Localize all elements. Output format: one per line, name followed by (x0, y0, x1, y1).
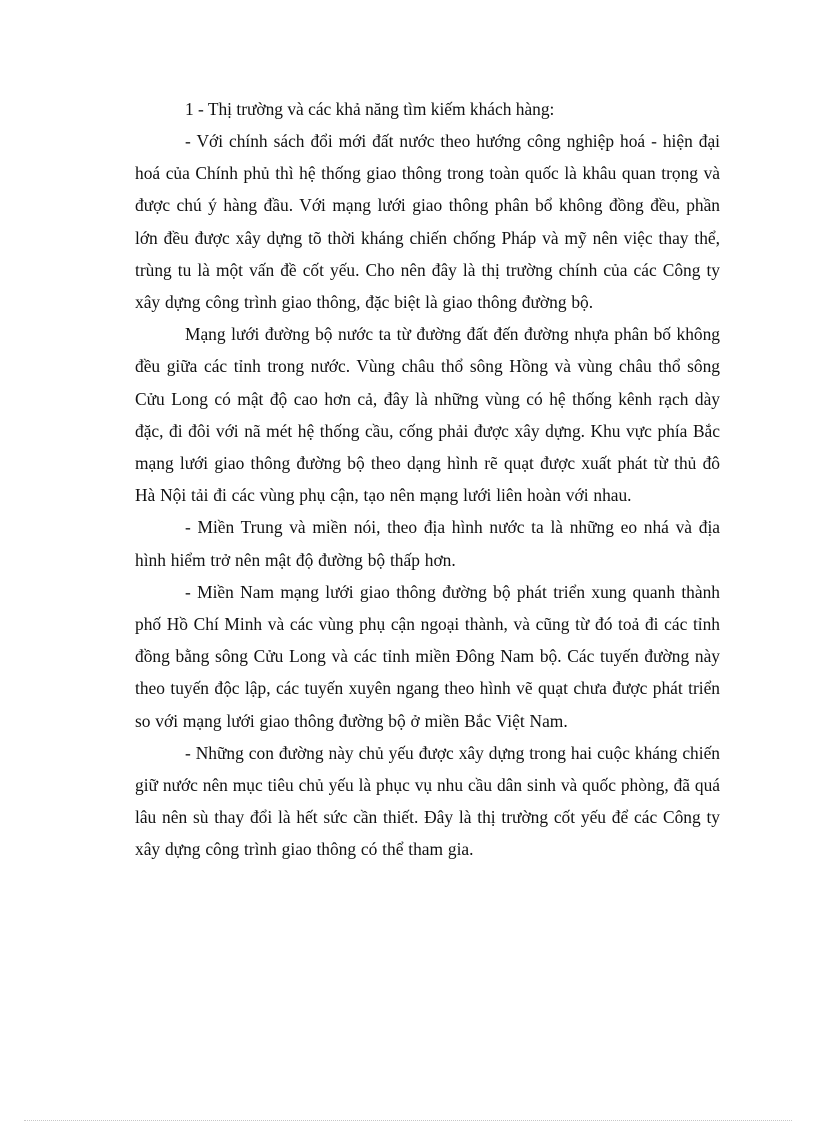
section-heading: 1 - Thị trường và các khả năng tìm kiếm khách hàng: (185, 99, 555, 119)
paragraph-southern-region: - Miền Nam mạng lưới giao thông đường bộ phát triển xung quanh thành phố Hồ Chí Minh và các vùng phụ cận ngoại thành, và cũng từ đó toả đi các tỉnh đồng bằng sông Cửu Long và các tỉnh miền Đông Nam bộ. Các tuyến đường này theo tuyến độc lập, các tuyến xuyên ngang theo hình vẽ quạt chưa được phát triển so với mạng lưới giao thông đường bộ ở miền Bắc Việt Nam. (135, 581, 720, 731)
document-body (135, 93, 720, 866)
page-bottom-rule (24, 1120, 792, 1121)
paragraph-key-market: - Những con đường này chủ yếu được xây dựng trong hai cuộc kháng chiến giữ nước nên mục tiêu chủ yếu là phục vụ nhu cầu dân sinh và quốc phòng, đã quá lâu nên sù thay đổi là hết sức cần thiết. Đây là thị trường cốt yếu để các Công ty xây dựng công trình giao thông có thể tham gia. (135, 742, 720, 860)
paragraph-industrialization: - Với chính sách đổi mới đất nước theo hướng công nghiệp hoá - hiện đại hoá của Chính phủ thì hệ thống giao thông trong toàn quốc là khâu quan trọng và được chú ý hàng đầu. Với mạng lưới giao thông phân bổ không đồng đều, phần lớn đều được xây dựng tõ thời kháng chiến chống Pháp và mỹ nên việc thay thể, trùng tu là một vấn đề cốt yếu. Cho nên đây là thị trường chính của các Công ty xây dựng công trình giao thông, đặc biệt là giao thông đường bộ. (135, 131, 720, 313)
paragraph-central-region: - Miền Trung và miền nói, theo địa hình nước ta là những eo nhá và địa hình hiểm trở nên mật độ đường bộ thấp hơn. (135, 517, 720, 570)
paragraph-road-network: Mạng lưới đường bộ nước ta từ đường đất đến đường nhựa phân bố không đều giữa các tỉnh trong nước. Vùng châu thổ sông Hồng và vùng châu thổ sông Cửu Long có mật độ cao hơn cả, đây là những vùng có hệ thống kênh rạch dày đặc, đi đôi với nã mét hệ thống cầu, cống phải được xây dựng. Khu vực phía Bắc mạng lưới giao thông đường bộ theo dạng hình rẽ quạt được xuất phát từ thủ đô Hà Nội tải đi các vùng phụ cận, tạo nên mạng lưới liên hoàn với nhau. (135, 324, 720, 506)
